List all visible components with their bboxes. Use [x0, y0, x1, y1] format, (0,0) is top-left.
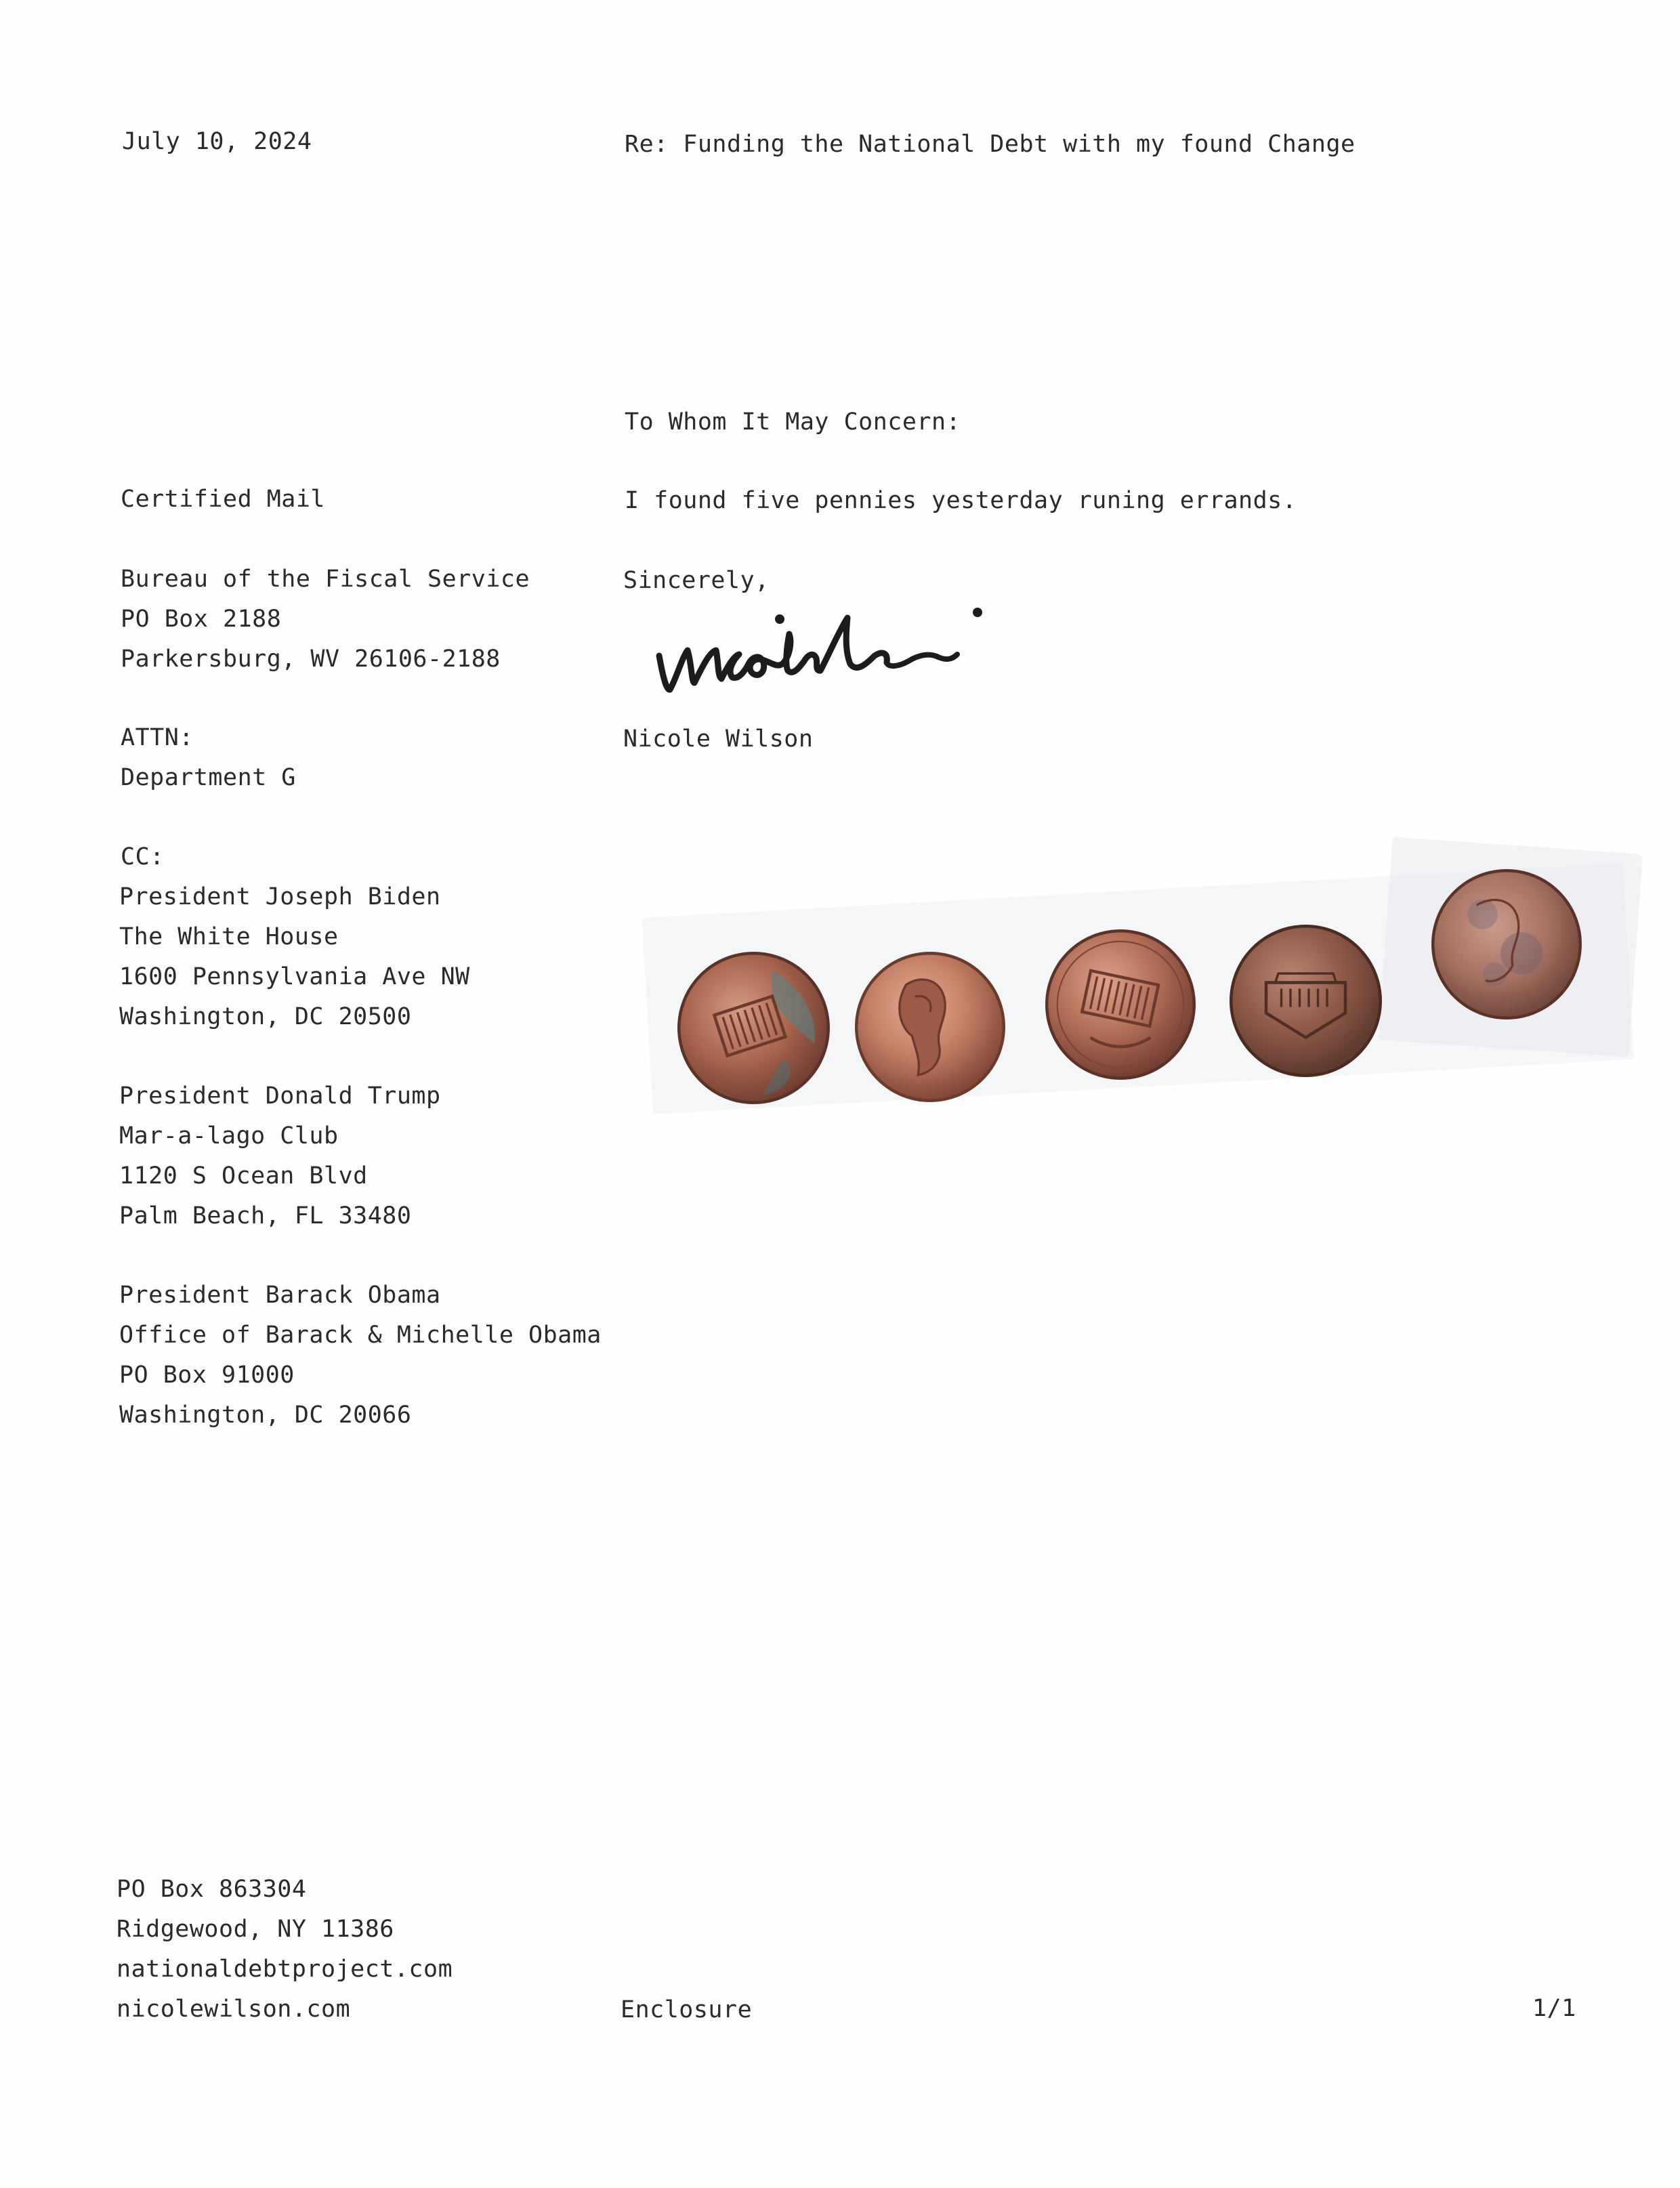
salutation: To Whom It May Concern: [625, 408, 961, 436]
closing: Sincerely, [623, 567, 770, 594]
cc-line: Office of Barack & Michelle Obama [119, 1322, 602, 1349]
cc-recipient-biden [119, 877, 470, 1037]
sender-address [117, 1870, 453, 2029]
cc-line: The White House [119, 923, 339, 950]
cc-line: PO Box 91000 [119, 1362, 295, 1389]
letter-subject: Re: Funding the National Debt with my found Change [625, 131, 1356, 158]
cc-line: 1120 S Ocean Blvd [119, 1162, 368, 1190]
handwritten-signature [647, 603, 1013, 711]
penny-coin [1431, 869, 1582, 1019]
sender-line: PO Box 863304 [117, 1876, 307, 1903]
penny-coin [1230, 925, 1382, 1077]
penny-coin [855, 952, 1005, 1102]
sender-website: nationaldebtproject.com [117, 1956, 453, 1983]
sender-line: Ridgewood, NY 11386 [117, 1916, 394, 1943]
recipient-address [121, 560, 530, 679]
cc-line: Washington, DC 20500 [119, 1003, 412, 1030]
penny-coin [1045, 929, 1196, 1080]
mail-type: Certified Mail [121, 486, 326, 513]
attn-label: ATTN: [121, 724, 194, 751]
penny-coin [677, 952, 830, 1104]
cc-line: President Donald Trump [119, 1082, 441, 1110]
cc-line: Washington, DC 20066 [119, 1402, 412, 1429]
sender-website: nicolewilson.com [117, 1996, 351, 2023]
signature-name: Nicole Wilson [623, 725, 814, 753]
cc-line: President Joseph Biden [119, 883, 441, 910]
cc-label: CC: [121, 843, 165, 870]
recipient-line: Parkersburg, WV 26106-2188 [121, 646, 501, 673]
cc-line: President Barack Obama [119, 1282, 441, 1309]
cc-recipient-trump [119, 1076, 441, 1236]
cc-line: 1600 Pennsylvania Ave NW [119, 963, 470, 990]
recipient-line: Bureau of the Fiscal Service [121, 566, 530, 593]
letter-date: July 10, 2024 [122, 128, 312, 155]
attn-department: Department G [121, 764, 296, 791]
cc-recipient-obama [119, 1276, 602, 1435]
cc-line: Palm Beach, FL 33480 [119, 1202, 412, 1229]
cc-line: Mar-a-lago Club [119, 1122, 339, 1150]
recipient-line: PO Box 2188 [121, 606, 282, 633]
letter-body: I found five pennies yesterday runing errands. [625, 487, 1297, 514]
enclosure-label: Enclosure [621, 1996, 753, 2023]
page-number: 1/1 [1532, 1995, 1576, 2022]
attn-block [121, 718, 296, 798]
